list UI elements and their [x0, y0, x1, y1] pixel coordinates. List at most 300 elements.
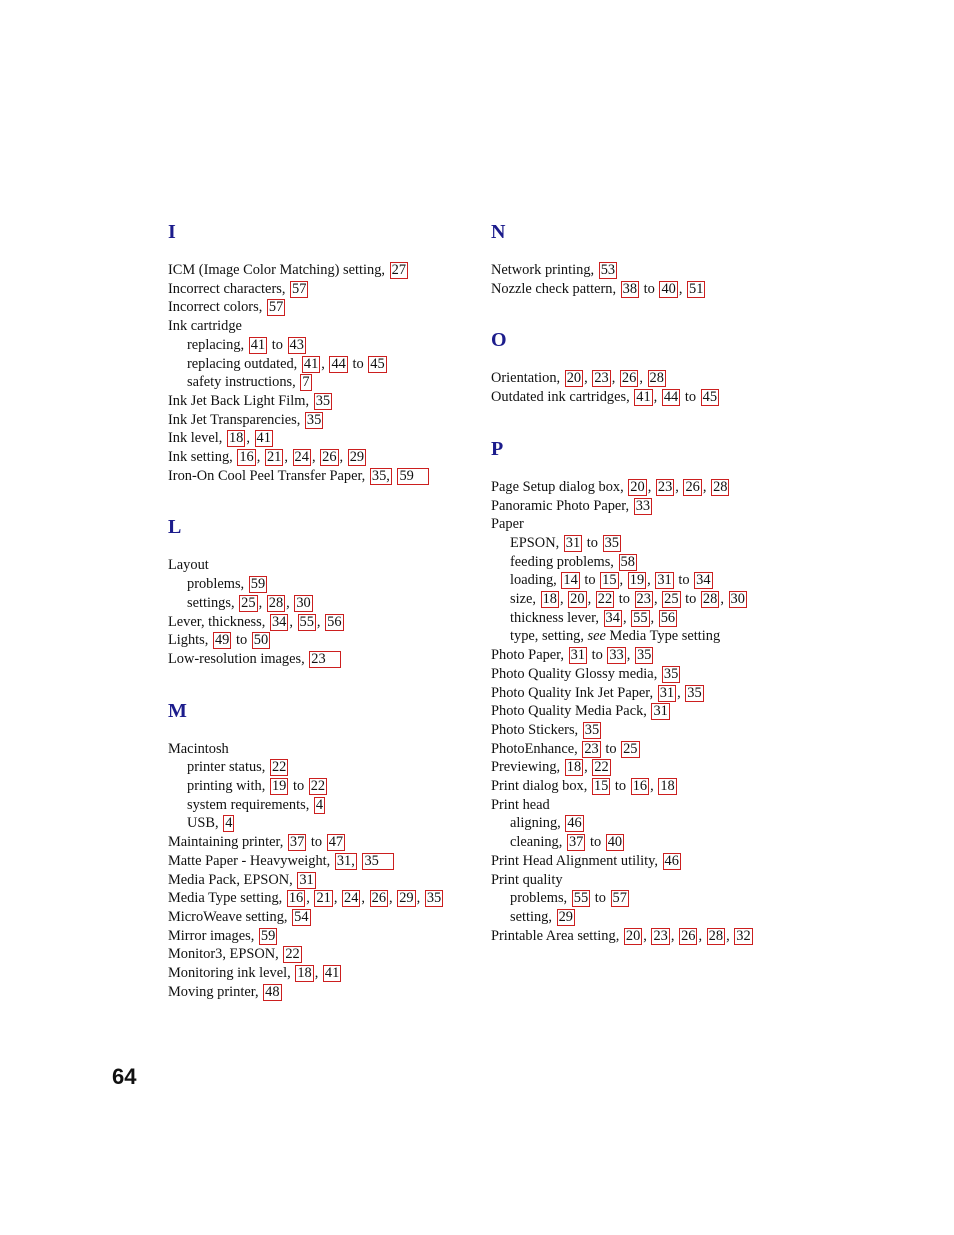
- entry-term: Lever, thickness,: [168, 613, 269, 630]
- page-link[interactable]: 35: [663, 665, 679, 682]
- index-entry: [168, 908, 458, 927]
- separator: ,: [559, 591, 568, 608]
- separator: to: [268, 336, 287, 353]
- separator: ,: [314, 965, 322, 982]
- page-link[interactable]: 59: [260, 927, 276, 944]
- page-link[interactable]: 50: [253, 632, 269, 649]
- page-link[interactable]: 30: [296, 594, 311, 611]
- page-link[interactable]: 18: [228, 430, 244, 447]
- page-link[interactable]: 35: [584, 721, 600, 738]
- entry-term: Layout: [168, 557, 209, 574]
- separator: to: [674, 572, 694, 589]
- page-link[interactable]: 7: [302, 374, 310, 391]
- separator: ,: [647, 572, 655, 589]
- entry-term: Matte Paper - Heavyweight,: [168, 852, 334, 869]
- page-link[interactable]: 48: [265, 983, 280, 1000]
- index-subentry: [491, 833, 791, 852]
- entry-term: Print dialog box,: [491, 778, 591, 795]
- entry-term: Print Head Alignment utility,: [491, 852, 662, 869]
- index-entry: [168, 889, 458, 908]
- page-link[interactable]: 21: [316, 890, 331, 907]
- page-link[interactable]: 34: [271, 613, 287, 630]
- index-column-left: [168, 219, 458, 1002]
- page-link[interactable]: 20: [630, 478, 645, 495]
- page-number: 64: [112, 1064, 137, 1089]
- entry-term: Page Setup dialog box,: [491, 478, 628, 495]
- page-link[interactable]: 24: [294, 449, 309, 466]
- page-link[interactable]: 37: [289, 834, 305, 851]
- index-entry: [491, 796, 791, 815]
- index-section-i: [168, 219, 458, 485]
- page-link[interactable]: 32: [736, 927, 751, 944]
- index-entry: [491, 478, 791, 497]
- separator: ,: [653, 591, 662, 608]
- page-link[interactable]: 58: [620, 553, 635, 570]
- separator: [393, 468, 397, 484]
- separator: ,: [286, 594, 294, 611]
- entry-term: feeding problems,: [510, 553, 618, 570]
- entry-term: Lights,: [168, 632, 212, 649]
- separator: to: [681, 591, 700, 608]
- separator: to: [591, 890, 610, 907]
- index-entry: [168, 833, 458, 852]
- entry-term: EPSON,: [510, 534, 563, 551]
- index-section-p: [491, 436, 791, 946]
- page-link[interactable]: 57: [268, 299, 284, 316]
- page-link[interactable]: 35: [306, 411, 322, 428]
- page-link[interactable]: 23: [584, 740, 599, 757]
- separator: ,: [584, 370, 592, 387]
- index-subentry: [168, 758, 458, 777]
- page-link[interactable]: 21: [266, 449, 282, 466]
- entry-term: replacing,: [187, 336, 248, 353]
- separator: to: [586, 834, 605, 851]
- index-entry: [491, 927, 791, 946]
- index-entry: [168, 927, 458, 946]
- index-entry: [168, 852, 458, 871]
- separator: ,: [675, 478, 683, 495]
- separator: ,: [678, 280, 687, 297]
- separator: ,: [321, 355, 329, 372]
- page-link[interactable]: 26: [685, 478, 700, 495]
- page-link[interactable]: 19: [629, 572, 645, 589]
- page-link[interactable]: 25: [241, 594, 256, 611]
- page-link[interactable]: 19: [271, 778, 287, 795]
- index-entry: [491, 388, 791, 407]
- page-link[interactable]: 28: [268, 594, 284, 611]
- see-target: Media Type setting: [605, 628, 721, 645]
- entry-term: cleaning,: [510, 834, 566, 851]
- page-link[interactable]: 54: [294, 908, 309, 925]
- section-letter: P: [491, 437, 504, 460]
- section-letter: N: [491, 221, 506, 243]
- entry-term: Nozzle check pattern,: [491, 280, 620, 297]
- page-link[interactable]: 43: [289, 336, 304, 353]
- page-link[interactable]: 41: [636, 389, 651, 406]
- page-link[interactable]: 23: [594, 370, 609, 387]
- entry-term: Orientation,: [491, 370, 564, 387]
- entry-term: setting,: [510, 908, 556, 925]
- separator: ,: [587, 591, 595, 608]
- separator: ,: [284, 449, 292, 466]
- index-entry: [491, 665, 791, 684]
- index-subentry: [168, 777, 458, 796]
- entry-term: Ink setting,: [168, 449, 237, 466]
- page-link[interactable]: 15: [602, 572, 617, 589]
- separator: to: [580, 572, 600, 589]
- entry-term: safety instructions,: [187, 374, 300, 391]
- see-reference: see: [587, 628, 606, 645]
- separator: ,: [653, 389, 661, 406]
- page-link[interactable]: 18: [566, 759, 582, 776]
- separator: to: [681, 389, 700, 406]
- entry-term: Monitor3, EPSON,: [168, 946, 283, 963]
- page-link[interactable]: 14: [563, 572, 578, 589]
- page-link[interactable]: 46: [664, 852, 679, 869]
- entry-term: thickness lever,: [510, 609, 603, 626]
- index-entry: [168, 448, 458, 467]
- index-entry: [491, 515, 791, 534]
- page-link[interactable]: 33: [635, 497, 651, 514]
- separator: ,: [643, 927, 651, 944]
- page-link[interactable]: 23: [309, 651, 340, 668]
- index-entry: [491, 280, 791, 299]
- page-link[interactable]: 31: [570, 647, 585, 664]
- entry-term: Low-resolution images,: [168, 650, 309, 667]
- separator: to: [583, 534, 602, 551]
- index-entry: [168, 317, 458, 336]
- page-link[interactable]: 20: [570, 591, 585, 608]
- separator: to: [307, 834, 326, 851]
- page-link[interactable]: 41: [303, 355, 319, 372]
- page-link[interactable]: 41: [256, 430, 271, 447]
- page-link[interactable]: 23: [657, 478, 673, 495]
- page-link[interactable]: 45: [702, 389, 718, 406]
- entry-term: aligning,: [510, 815, 565, 832]
- section-letter: M: [168, 699, 187, 722]
- page-link[interactable]: 51: [689, 280, 704, 297]
- page-link[interactable]: 29: [349, 449, 365, 466]
- page-link[interactable]: 57: [292, 280, 307, 297]
- entry-term: Outdated ink cartridges,: [491, 389, 634, 406]
- page-link[interactable]: 15: [593, 778, 609, 795]
- separator: to: [611, 778, 630, 795]
- page-link[interactable]: 47: [328, 834, 344, 851]
- separator: ,: [677, 684, 685, 701]
- entry-term: Mirror images,: [168, 927, 258, 944]
- page-link[interactable]: 35,: [371, 467, 390, 484]
- page-link[interactable]: 26: [621, 370, 637, 387]
- entry-term: Ink level,: [168, 430, 226, 447]
- entry-term: Photo Paper,: [491, 647, 568, 664]
- index-entry: [491, 684, 791, 703]
- separator: to: [587, 647, 607, 664]
- index-entry: [491, 721, 791, 740]
- separator: ,: [702, 478, 711, 495]
- entry-term: settings,: [187, 594, 239, 611]
- separator: ,: [339, 449, 347, 466]
- page-link[interactable]: 44: [331, 355, 346, 372]
- separator: ,: [698, 927, 706, 944]
- index-subentry: [168, 796, 458, 815]
- index-subentry: [168, 373, 458, 392]
- page-link[interactable]: 35: [636, 647, 652, 664]
- entry-term: Ink cartridge: [168, 318, 242, 335]
- separator: ,: [639, 370, 647, 387]
- entry-term: Previewing,: [491, 759, 564, 776]
- page-link[interactable]: 28: [649, 370, 664, 387]
- index-entry: [168, 411, 458, 430]
- index-entry: [168, 983, 458, 1002]
- separator: ,: [311, 449, 320, 466]
- index-subentry: [491, 627, 791, 646]
- section-letter: O: [491, 329, 507, 352]
- page-link[interactable]: 45: [370, 355, 385, 372]
- separator: ,: [584, 759, 592, 776]
- index-entry: [168, 631, 458, 650]
- index-section-n: [491, 219, 791, 298]
- entry-term: Media Type setting,: [168, 890, 286, 907]
- page-link[interactable]: 31: [299, 871, 314, 888]
- separator: ,: [670, 927, 679, 944]
- page-link[interactable]: 49: [214, 632, 230, 649]
- entry-term: Paper: [491, 516, 524, 533]
- page-link[interactable]: 23: [636, 591, 651, 608]
- index-entry: [491, 646, 791, 665]
- page-link[interactable]: 29: [558, 908, 573, 925]
- index-subentry: [168, 355, 458, 374]
- page-link[interactable]: 31: [653, 703, 668, 720]
- index-subentry: [168, 594, 458, 613]
- page-link[interactable]: 33: [609, 647, 624, 664]
- index-section-m: [168, 698, 458, 1002]
- separator: ,: [333, 890, 342, 907]
- entry-term: problems,: [510, 890, 571, 907]
- page-link[interactable]: 4: [225, 815, 233, 832]
- page-link[interactable]: 41: [324, 965, 340, 982]
- index-subentry: [491, 908, 791, 927]
- page-link[interactable]: 25: [664, 591, 679, 608]
- index-subentry: [491, 571, 791, 590]
- entry-term: printing with,: [187, 778, 269, 795]
- page-link[interactable]: 20: [566, 370, 582, 387]
- page-link[interactable]: 56: [660, 609, 676, 626]
- page-link[interactable]: 18: [660, 778, 675, 795]
- page-link[interactable]: 20: [625, 927, 641, 944]
- page-link[interactable]: 57: [612, 890, 627, 907]
- entry-term: Ink Jet Back Light Film,: [168, 392, 313, 409]
- page-link[interactable]: 40: [607, 834, 623, 851]
- index-section-o: [491, 327, 791, 406]
- entry-term: problems,: [187, 576, 248, 593]
- index-entry: [491, 740, 791, 759]
- entry-term: Panoramic Photo Paper,: [491, 497, 633, 514]
- index-subentry: [491, 590, 791, 609]
- entry-term: Media Pack, EPSON,: [168, 871, 297, 888]
- separator: ,: [626, 647, 634, 664]
- page-link[interactable]: 16: [239, 449, 254, 466]
- index-entry: [168, 650, 458, 669]
- page-link[interactable]: 31,: [336, 852, 355, 869]
- index-subentry: [168, 814, 458, 833]
- page-link[interactable]: 37: [568, 834, 584, 851]
- page-link[interactable]: 35: [315, 392, 331, 409]
- index-entry: [491, 777, 791, 796]
- entry-term: type, setting,: [510, 628, 588, 645]
- separator: [358, 853, 362, 869]
- page-link[interactable]: 26: [681, 927, 696, 944]
- entry-term: Moving printer,: [168, 983, 263, 1000]
- page-link[interactable]: 22: [271, 759, 287, 776]
- index-column-right: [491, 219, 791, 945]
- page-link[interactable]: 28: [713, 478, 728, 495]
- page-link[interactable]: 22: [597, 591, 613, 608]
- index-entry: [168, 261, 458, 280]
- page-link[interactable]: 24: [344, 890, 359, 907]
- index-entry: [168, 429, 458, 448]
- separator: ,: [361, 890, 369, 907]
- separator: ,: [258, 594, 266, 611]
- page-link[interactable]: 40: [661, 280, 676, 297]
- page-link[interactable]: 55: [299, 613, 314, 630]
- separator: to: [289, 778, 308, 795]
- page-link[interactable]: 23: [653, 927, 668, 944]
- entry-term: Print head: [491, 796, 550, 813]
- index-subentry: [168, 575, 458, 594]
- index-entry: [168, 467, 458, 486]
- page-link[interactable]: 41: [250, 336, 266, 353]
- entry-term: Photo Stickers,: [491, 721, 582, 738]
- separator: to: [348, 355, 368, 372]
- page-link[interactable]: 16: [288, 890, 304, 907]
- entry-term: PhotoEnhance,: [491, 740, 582, 757]
- page-link[interactable]: 34: [605, 609, 620, 626]
- separator: ,: [720, 591, 728, 608]
- page-link[interactable]: 34: [696, 572, 711, 589]
- page-link[interactable]: 26: [371, 890, 387, 907]
- page-link[interactable]: 26: [322, 449, 337, 466]
- page-link[interactable]: 16: [632, 778, 648, 795]
- separator: to: [640, 280, 659, 297]
- page-link[interactable]: 28: [708, 927, 724, 944]
- page-link[interactable]: 55: [633, 609, 648, 626]
- index-entry: [491, 758, 791, 777]
- page-link[interactable]: 25: [623, 740, 638, 757]
- entry-term: Printable Area setting,: [491, 927, 623, 944]
- entry-term: MicroWeave setting,: [168, 908, 292, 925]
- separator: ,: [246, 430, 254, 447]
- entry-term: Print quality: [491, 871, 563, 888]
- index-entry: [168, 945, 458, 964]
- index-entry: [168, 613, 458, 632]
- separator: ,: [306, 890, 314, 907]
- separator: to: [601, 740, 621, 757]
- index-entry: [168, 740, 458, 759]
- page-link[interactable]: 27: [391, 262, 407, 278]
- entry-term: Ink Jet Transparencies,: [168, 411, 304, 428]
- page-link[interactable]: 56: [327, 613, 342, 630]
- page-link[interactable]: 53: [600, 262, 616, 278]
- page-link[interactable]: 22: [285, 946, 300, 963]
- index-entry: [168, 298, 458, 317]
- section-letter: L: [168, 516, 182, 539]
- index-entry: [168, 392, 458, 411]
- separator: ,: [389, 890, 397, 907]
- page-link[interactable]: 46: [567, 815, 582, 832]
- separator: ,: [650, 778, 658, 795]
- entry-term: Macintosh: [168, 740, 229, 757]
- page-link[interactable]: 31: [565, 534, 581, 551]
- page-link[interactable]: 38: [622, 280, 638, 297]
- entry-term: Network printing,: [491, 262, 598, 278]
- page-link[interactable]: 18: [542, 591, 557, 608]
- entry-term: ICM (Image Color Matching) setting,: [168, 262, 389, 278]
- entry-term: Photo Quality Glossy media,: [491, 665, 661, 682]
- entry-term: Incorrect characters,: [168, 280, 290, 297]
- index-entry: [168, 871, 458, 890]
- page-link[interactable]: 22: [310, 778, 326, 795]
- separator: to: [615, 591, 634, 608]
- page-link[interactable]: 4: [315, 796, 324, 813]
- index-subentry: [491, 534, 791, 553]
- separator: ,: [619, 572, 627, 589]
- separator: ,: [416, 890, 424, 907]
- entry-term: size,: [510, 591, 540, 608]
- page-link[interactable]: 22: [594, 759, 609, 776]
- entry-term: Incorrect colors,: [168, 299, 266, 316]
- index-entry: [491, 702, 791, 721]
- index-entry: [491, 261, 791, 280]
- index-section-l: [168, 514, 458, 668]
- entry-term: replacing outdated,: [187, 355, 301, 372]
- page-link[interactable]: 35: [687, 684, 702, 701]
- entry-term: loading,: [510, 572, 561, 589]
- page-link[interactable]: 30: [730, 591, 745, 608]
- entry-term: Photo Quality Media Pack,: [491, 703, 651, 720]
- separator: ,: [622, 609, 631, 626]
- page-link[interactable]: 31: [657, 572, 672, 589]
- page-link[interactable]: 35: [362, 853, 393, 870]
- page-link[interactable]: 29: [399, 890, 414, 907]
- page-link[interactable]: 44: [663, 389, 679, 406]
- index-subentry: [491, 889, 791, 908]
- index-entry: [491, 871, 791, 890]
- page-link[interactable]: 28: [702, 591, 718, 608]
- index-entry: [168, 964, 458, 983]
- entry-term: Iron-On Cool Peel Transfer Paper,: [168, 467, 369, 484]
- page-link[interactable]: 59: [250, 576, 266, 593]
- index-entry: [168, 280, 458, 299]
- index-subentry: [491, 814, 791, 833]
- entry-term: USB,: [187, 815, 223, 832]
- page-link[interactable]: 35: [604, 534, 619, 551]
- index-entry: [491, 369, 791, 388]
- separator: ,: [289, 613, 297, 630]
- entry-term: Photo Quality Ink Jet Paper,: [491, 684, 657, 701]
- index-subentry: [168, 336, 458, 355]
- entry-term: printer status,: [187, 759, 269, 776]
- page-link[interactable]: 18: [297, 965, 312, 982]
- page-link[interactable]: 31: [659, 684, 675, 701]
- separator: ,: [650, 609, 658, 626]
- separator: ,: [726, 927, 734, 944]
- separator: ,: [256, 449, 264, 466]
- section-letter: I: [168, 221, 176, 243]
- page-link[interactable]: 55: [573, 890, 589, 907]
- index-subentry: [491, 609, 791, 628]
- page-link[interactable]: 59: [397, 468, 428, 485]
- page-link[interactable]: 35: [426, 890, 442, 907]
